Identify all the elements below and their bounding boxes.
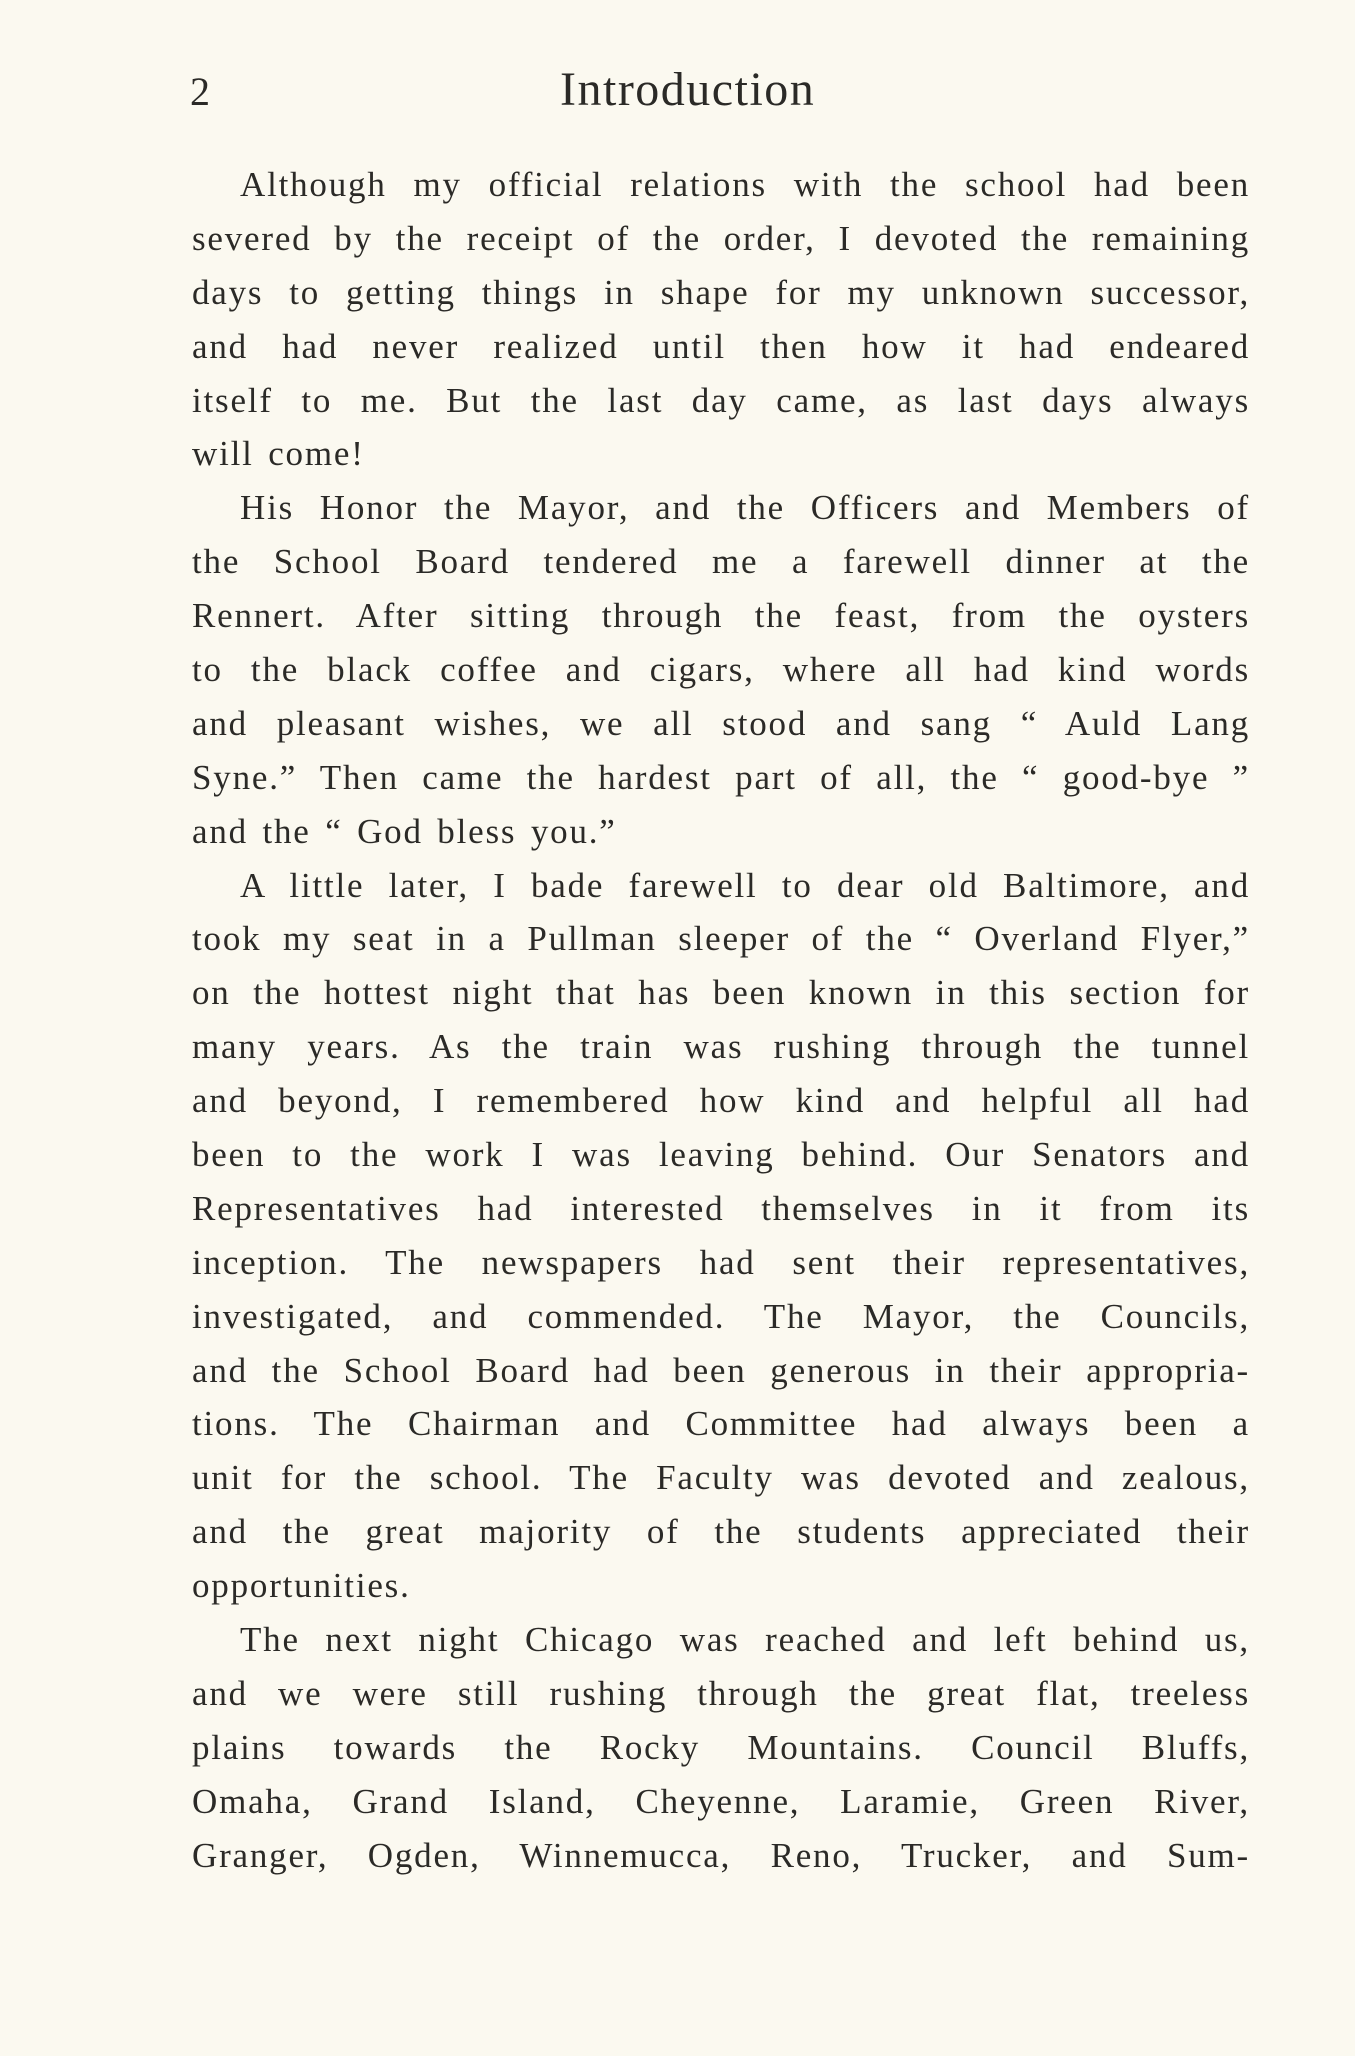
text-line: plains towards the Rocky Mountains. Council Bluffs, <box>192 1727 1250 1767</box>
text-line: and the great majority of the students appreciated their <box>192 1512 1250 1552</box>
text-line: investigated, and commended. The Mayor, the Councils, <box>192 1296 1250 1336</box>
text-line: Rennert. After sitting through the feast, from the oysters <box>192 596 1250 636</box>
chapter-title: Introduction <box>560 63 816 116</box>
text-line: and the “ God bless you.” <box>192 811 617 851</box>
text-line: days to getting things in shape for my unknown successor, <box>192 272 1250 312</box>
text-line: unit for the school. The Faculty was devoted and zealous, <box>192 1458 1250 1498</box>
text-line: and the School Board had been generous in their appropria- <box>192 1350 1250 1390</box>
text-line: severed by the receipt of the order, I devoted the remaining <box>192 218 1250 258</box>
paragraph <box>192 1613 1250 1882</box>
text-line: tions. The Chairman and Committee had always been a <box>192 1404 1250 1444</box>
text-line: Omaha, Grand Island, Cheyenne, Laramie, Green River, <box>192 1781 1250 1821</box>
text-line: many years. As the train was rushing through the tunnel <box>192 1027 1250 1067</box>
text-line: Granger, Ogden, Winnemucca, Reno, Trucker, and Sum- <box>192 1835 1250 1875</box>
text-line: itself to me. But the last day came, as last days always <box>192 380 1250 420</box>
text-line: His Honor the Mayor, and the Officers and Members of <box>240 488 1250 528</box>
text-line: opportunities. <box>192 1566 411 1606</box>
body-text <box>192 158 1250 1883</box>
running-head <box>190 62 1250 122</box>
text-line: and pleasant wishes, we all stood and sang “ Auld Lang <box>192 703 1250 743</box>
text-line: and beyond, I remembered how kind and helpful all had <box>192 1081 1250 1121</box>
text-line: The next night Chicago was reached and left behind us, <box>240 1620 1250 1660</box>
text-line: A little later, I bade farewell to dear old Baltimore, and <box>240 865 1250 905</box>
text-line: Syne.” Then came the hardest part of all, the “ good-bye ” <box>192 757 1250 797</box>
text-line: been to the work I was leaving behind. Our Senators and <box>192 1135 1250 1175</box>
text-line: to the black coffee and cigars, where all had kind words <box>192 650 1250 690</box>
text-line: on the hottest night that has been known in this section for <box>192 973 1250 1013</box>
text-line: will come! <box>192 434 365 474</box>
text-line: the School Board tendered me a farewell dinner at the <box>192 542 1250 582</box>
paragraph <box>192 481 1250 858</box>
text-line: and we were still rushing through the great flat, treeless <box>192 1673 1250 1713</box>
paragraph <box>192 158 1250 481</box>
text-line: Although my official relations with the school had been <box>240 165 1250 204</box>
text-line: Representatives had interested themselves in it from its <box>192 1188 1250 1228</box>
page-number: 2 <box>190 69 211 114</box>
paragraph <box>192 859 1250 1613</box>
text-line: inception. The newspapers had sent their representatives, <box>192 1242 1250 1282</box>
text-line: took my seat in a Pullman sleeper of the “ Overland Flyer,” <box>192 919 1250 959</box>
text-line: and had never realized until then how it had endeared <box>192 326 1250 366</box>
